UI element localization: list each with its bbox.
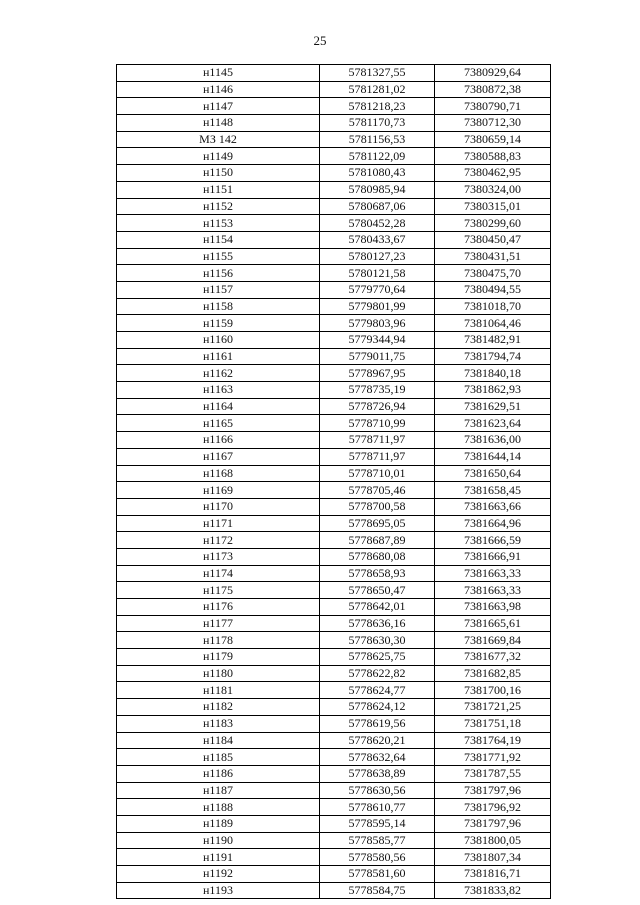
y-coordinate-cell: 7381764,19: [435, 732, 551, 749]
table-row: [117, 198, 551, 215]
x-coordinate-cell: 5781170,73: [320, 115, 435, 132]
x-coordinate-cell: 5778580,56: [320, 849, 435, 866]
y-coordinate-cell: 7381721,25: [435, 699, 551, 716]
y-coordinate-cell: 7381787,55: [435, 765, 551, 782]
y-coordinate-cell: 7381700,16: [435, 682, 551, 699]
table-row: [117, 582, 551, 599]
point-id-cell: н1168: [117, 465, 320, 482]
table-row: [117, 332, 551, 349]
point-id-cell: н1164: [117, 398, 320, 415]
x-coordinate-cell: 5779803,96: [320, 315, 435, 332]
table-row: [117, 131, 551, 148]
y-coordinate-cell: 7381658,45: [435, 482, 551, 499]
y-coordinate-cell: 7380659,14: [435, 131, 551, 148]
y-coordinate-cell: 7380790,71: [435, 98, 551, 115]
table-row: [117, 465, 551, 482]
x-coordinate-cell: 5778595,14: [320, 815, 435, 832]
x-coordinate-cell: 5780687,06: [320, 198, 435, 215]
y-coordinate-cell: 7380462,95: [435, 165, 551, 182]
point-id-cell: МЗ 142: [117, 131, 320, 148]
x-coordinate-cell: 5779011,75: [320, 348, 435, 365]
y-coordinate-cell: 7381018,70: [435, 298, 551, 315]
point-id-cell: н1163: [117, 382, 320, 399]
point-id-cell: н1172: [117, 532, 320, 549]
y-coordinate-cell: 7381751,18: [435, 715, 551, 732]
x-coordinate-cell: 5778638,89: [320, 765, 435, 782]
table-row: [117, 315, 551, 332]
x-coordinate-cell: 5780433,67: [320, 231, 435, 248]
point-id-cell: н1178: [117, 632, 320, 649]
x-coordinate-cell: 5778581,60: [320, 866, 435, 883]
x-coordinate-cell: 5778584,75: [320, 882, 435, 899]
y-coordinate-cell: 7381666,91: [435, 548, 551, 565]
table-row: [117, 432, 551, 449]
table-row: [117, 365, 551, 382]
x-coordinate-cell: 5778700,58: [320, 498, 435, 515]
y-coordinate-cell: 7381064,46: [435, 315, 551, 332]
table-row: [117, 515, 551, 532]
table-row: [117, 882, 551, 899]
x-coordinate-cell: 5778632,64: [320, 749, 435, 766]
point-id-cell: н1151: [117, 181, 320, 198]
point-id-cell: н1170: [117, 498, 320, 515]
point-id-cell: н1186: [117, 765, 320, 782]
table-row: [117, 298, 551, 315]
x-coordinate-cell: 5780452,28: [320, 215, 435, 232]
point-id-cell: н1175: [117, 582, 320, 599]
table-row: [117, 815, 551, 832]
point-id-cell: н1150: [117, 165, 320, 182]
x-coordinate-cell: 5778726,94: [320, 398, 435, 415]
y-coordinate-cell: 7381663,98: [435, 599, 551, 616]
y-coordinate-cell: 7380712,30: [435, 115, 551, 132]
x-coordinate-cell: 5778619,56: [320, 715, 435, 732]
table-row: [117, 782, 551, 799]
y-coordinate-cell: 7381666,59: [435, 532, 551, 549]
table-row: [117, 115, 551, 132]
table-row: [117, 665, 551, 682]
y-coordinate-cell: 7381663,33: [435, 582, 551, 599]
y-coordinate-cell: 7381663,66: [435, 498, 551, 515]
point-id-cell: н1190: [117, 832, 320, 849]
point-id-cell: н1147: [117, 98, 320, 115]
y-coordinate-cell: 7380588,83: [435, 148, 551, 165]
point-id-cell: н1179: [117, 649, 320, 666]
y-coordinate-cell: 7380299,60: [435, 215, 551, 232]
table-row: [117, 148, 551, 165]
point-id-cell: н1157: [117, 281, 320, 298]
x-coordinate-cell: 5781327,55: [320, 65, 435, 82]
table-row: [117, 165, 551, 182]
x-coordinate-cell: 5778680,08: [320, 548, 435, 565]
y-coordinate-cell: 7381677,32: [435, 649, 551, 666]
table-row: [117, 682, 551, 699]
point-id-cell: н1154: [117, 231, 320, 248]
y-coordinate-cell: 7380872,38: [435, 81, 551, 98]
x-coordinate-cell: 5778610,77: [320, 799, 435, 816]
y-coordinate-cell: 7381797,96: [435, 815, 551, 832]
table-row: [117, 415, 551, 432]
table-row: [117, 231, 551, 248]
table-row: [117, 65, 551, 82]
coordinates-table-body: [117, 65, 551, 899]
y-coordinate-cell: 7381797,96: [435, 782, 551, 799]
x-coordinate-cell: 5778585,77: [320, 832, 435, 849]
y-coordinate-cell: 7380494,55: [435, 281, 551, 298]
y-coordinate-cell: 7381800,05: [435, 832, 551, 849]
table-row: [117, 866, 551, 883]
y-coordinate-cell: 7381636,00: [435, 432, 551, 449]
point-id-cell: н1180: [117, 665, 320, 682]
table-row: [117, 599, 551, 616]
point-id-cell: н1177: [117, 615, 320, 632]
y-coordinate-cell: 7381816,71: [435, 866, 551, 883]
y-coordinate-cell: 7380929,64: [435, 65, 551, 82]
point-id-cell: н1183: [117, 715, 320, 732]
y-coordinate-cell: 7380324,00: [435, 181, 551, 198]
point-id-cell: н1160: [117, 332, 320, 349]
table-row: [117, 548, 551, 565]
coordinates-table: [116, 64, 551, 899]
point-id-cell: н1165: [117, 415, 320, 432]
x-coordinate-cell: 5781122,09: [320, 148, 435, 165]
x-coordinate-cell: 5781218,23: [320, 98, 435, 115]
table-row: [117, 482, 551, 499]
y-coordinate-cell: 7380431,51: [435, 248, 551, 265]
x-coordinate-cell: 5779801,99: [320, 298, 435, 315]
y-coordinate-cell: 7381644,14: [435, 448, 551, 465]
table-row: [117, 248, 551, 265]
x-coordinate-cell: 5779344,94: [320, 332, 435, 349]
table-row: [117, 849, 551, 866]
table-row: [117, 398, 551, 415]
x-coordinate-cell: 5780127,23: [320, 248, 435, 265]
point-id-cell: н1174: [117, 565, 320, 582]
table-row: [117, 281, 551, 298]
x-coordinate-cell: 5778687,89: [320, 532, 435, 549]
table-row: [117, 699, 551, 716]
x-coordinate-cell: 5778711,97: [320, 432, 435, 449]
point-id-cell: н1189: [117, 815, 320, 832]
y-coordinate-cell: 7381669,84: [435, 632, 551, 649]
y-coordinate-cell: 7381840,18: [435, 365, 551, 382]
x-coordinate-cell: 5778642,01: [320, 599, 435, 616]
y-coordinate-cell: 7381665,61: [435, 615, 551, 632]
y-coordinate-cell: 7381796,92: [435, 799, 551, 816]
x-coordinate-cell: 5778625,75: [320, 649, 435, 666]
y-coordinate-cell: 7380315,01: [435, 198, 551, 215]
x-coordinate-cell: 5778967,95: [320, 365, 435, 382]
x-coordinate-cell: 5778658,93: [320, 565, 435, 582]
point-id-cell: н1156: [117, 265, 320, 282]
x-coordinate-cell: 5781156,53: [320, 131, 435, 148]
table-row: [117, 382, 551, 399]
table-row: [117, 749, 551, 766]
point-id-cell: н1169: [117, 482, 320, 499]
x-coordinate-cell: 5781281,02: [320, 81, 435, 98]
y-coordinate-cell: 7381663,33: [435, 565, 551, 582]
x-coordinate-cell: 5778705,46: [320, 482, 435, 499]
x-coordinate-cell: 5780985,94: [320, 181, 435, 198]
y-coordinate-cell: 7381862,93: [435, 382, 551, 399]
table-row: [117, 181, 551, 198]
point-id-cell: н1182: [117, 699, 320, 716]
x-coordinate-cell: 5778735,19: [320, 382, 435, 399]
point-id-cell: н1192: [117, 866, 320, 883]
y-coordinate-cell: 7381629,51: [435, 398, 551, 415]
table-row: [117, 215, 551, 232]
table-row: [117, 615, 551, 632]
table-row: [117, 799, 551, 816]
x-coordinate-cell: 5778630,56: [320, 782, 435, 799]
point-id-cell: н1148: [117, 115, 320, 132]
point-id-cell: н1146: [117, 81, 320, 98]
point-id-cell: н1161: [117, 348, 320, 365]
point-id-cell: н1187: [117, 782, 320, 799]
x-coordinate-cell: 5779770,64: [320, 281, 435, 298]
table-row: [117, 448, 551, 465]
point-id-cell: н1188: [117, 799, 320, 816]
table-row: [117, 565, 551, 582]
y-coordinate-cell: 7381682,85: [435, 665, 551, 682]
y-coordinate-cell: 7380475,70: [435, 265, 551, 282]
y-coordinate-cell: 7381771,92: [435, 749, 551, 766]
point-id-cell: н1145: [117, 65, 320, 82]
y-coordinate-cell: 7381623,64: [435, 415, 551, 432]
table-row: [117, 715, 551, 732]
point-id-cell: н1171: [117, 515, 320, 532]
point-id-cell: н1185: [117, 749, 320, 766]
point-id-cell: н1162: [117, 365, 320, 382]
point-id-cell: н1166: [117, 432, 320, 449]
x-coordinate-cell: 5780121,58: [320, 265, 435, 282]
table-row: [117, 532, 551, 549]
table-row: [117, 81, 551, 98]
x-coordinate-cell: 5778650,47: [320, 582, 435, 599]
table-row: [117, 265, 551, 282]
point-id-cell: н1153: [117, 215, 320, 232]
y-coordinate-cell: 7381650,64: [435, 465, 551, 482]
x-coordinate-cell: 5778711,97: [320, 448, 435, 465]
point-id-cell: н1184: [117, 732, 320, 749]
table-row: [117, 649, 551, 666]
x-coordinate-cell: 5778622,82: [320, 665, 435, 682]
table-row: [117, 98, 551, 115]
x-coordinate-cell: 5778624,77: [320, 682, 435, 699]
table-row: [117, 348, 551, 365]
point-id-cell: н1159: [117, 315, 320, 332]
table-row: [117, 732, 551, 749]
x-coordinate-cell: 5778624,12: [320, 699, 435, 716]
point-id-cell: н1191: [117, 849, 320, 866]
point-id-cell: н1181: [117, 682, 320, 699]
point-id-cell: н1155: [117, 248, 320, 265]
point-id-cell: н1167: [117, 448, 320, 465]
table-row: [117, 632, 551, 649]
table-row: [117, 498, 551, 515]
point-id-cell: н1176: [117, 599, 320, 616]
point-id-cell: н1193: [117, 882, 320, 899]
x-coordinate-cell: 5778620,21: [320, 732, 435, 749]
table-row: [117, 765, 551, 782]
x-coordinate-cell: 5778710,01: [320, 465, 435, 482]
x-coordinate-cell: 5781080,43: [320, 165, 435, 182]
table-row: [117, 832, 551, 849]
page-number: 25: [313, 33, 327, 48]
x-coordinate-cell: 5778630,30: [320, 632, 435, 649]
point-id-cell: н1152: [117, 198, 320, 215]
point-id-cell: н1158: [117, 298, 320, 315]
y-coordinate-cell: 7381807,34: [435, 849, 551, 866]
x-coordinate-cell: 5778695,05: [320, 515, 435, 532]
y-coordinate-cell: 7381482,91: [435, 332, 551, 349]
point-id-cell: н1149: [117, 148, 320, 165]
x-coordinate-cell: 5778710,99: [320, 415, 435, 432]
y-coordinate-cell: 7380450,47: [435, 231, 551, 248]
x-coordinate-cell: 5778636,16: [320, 615, 435, 632]
y-coordinate-cell: 7381664,96: [435, 515, 551, 532]
y-coordinate-cell: 7381794,74: [435, 348, 551, 365]
y-coordinate-cell: 7381833,82: [435, 882, 551, 899]
point-id-cell: н1173: [117, 548, 320, 565]
